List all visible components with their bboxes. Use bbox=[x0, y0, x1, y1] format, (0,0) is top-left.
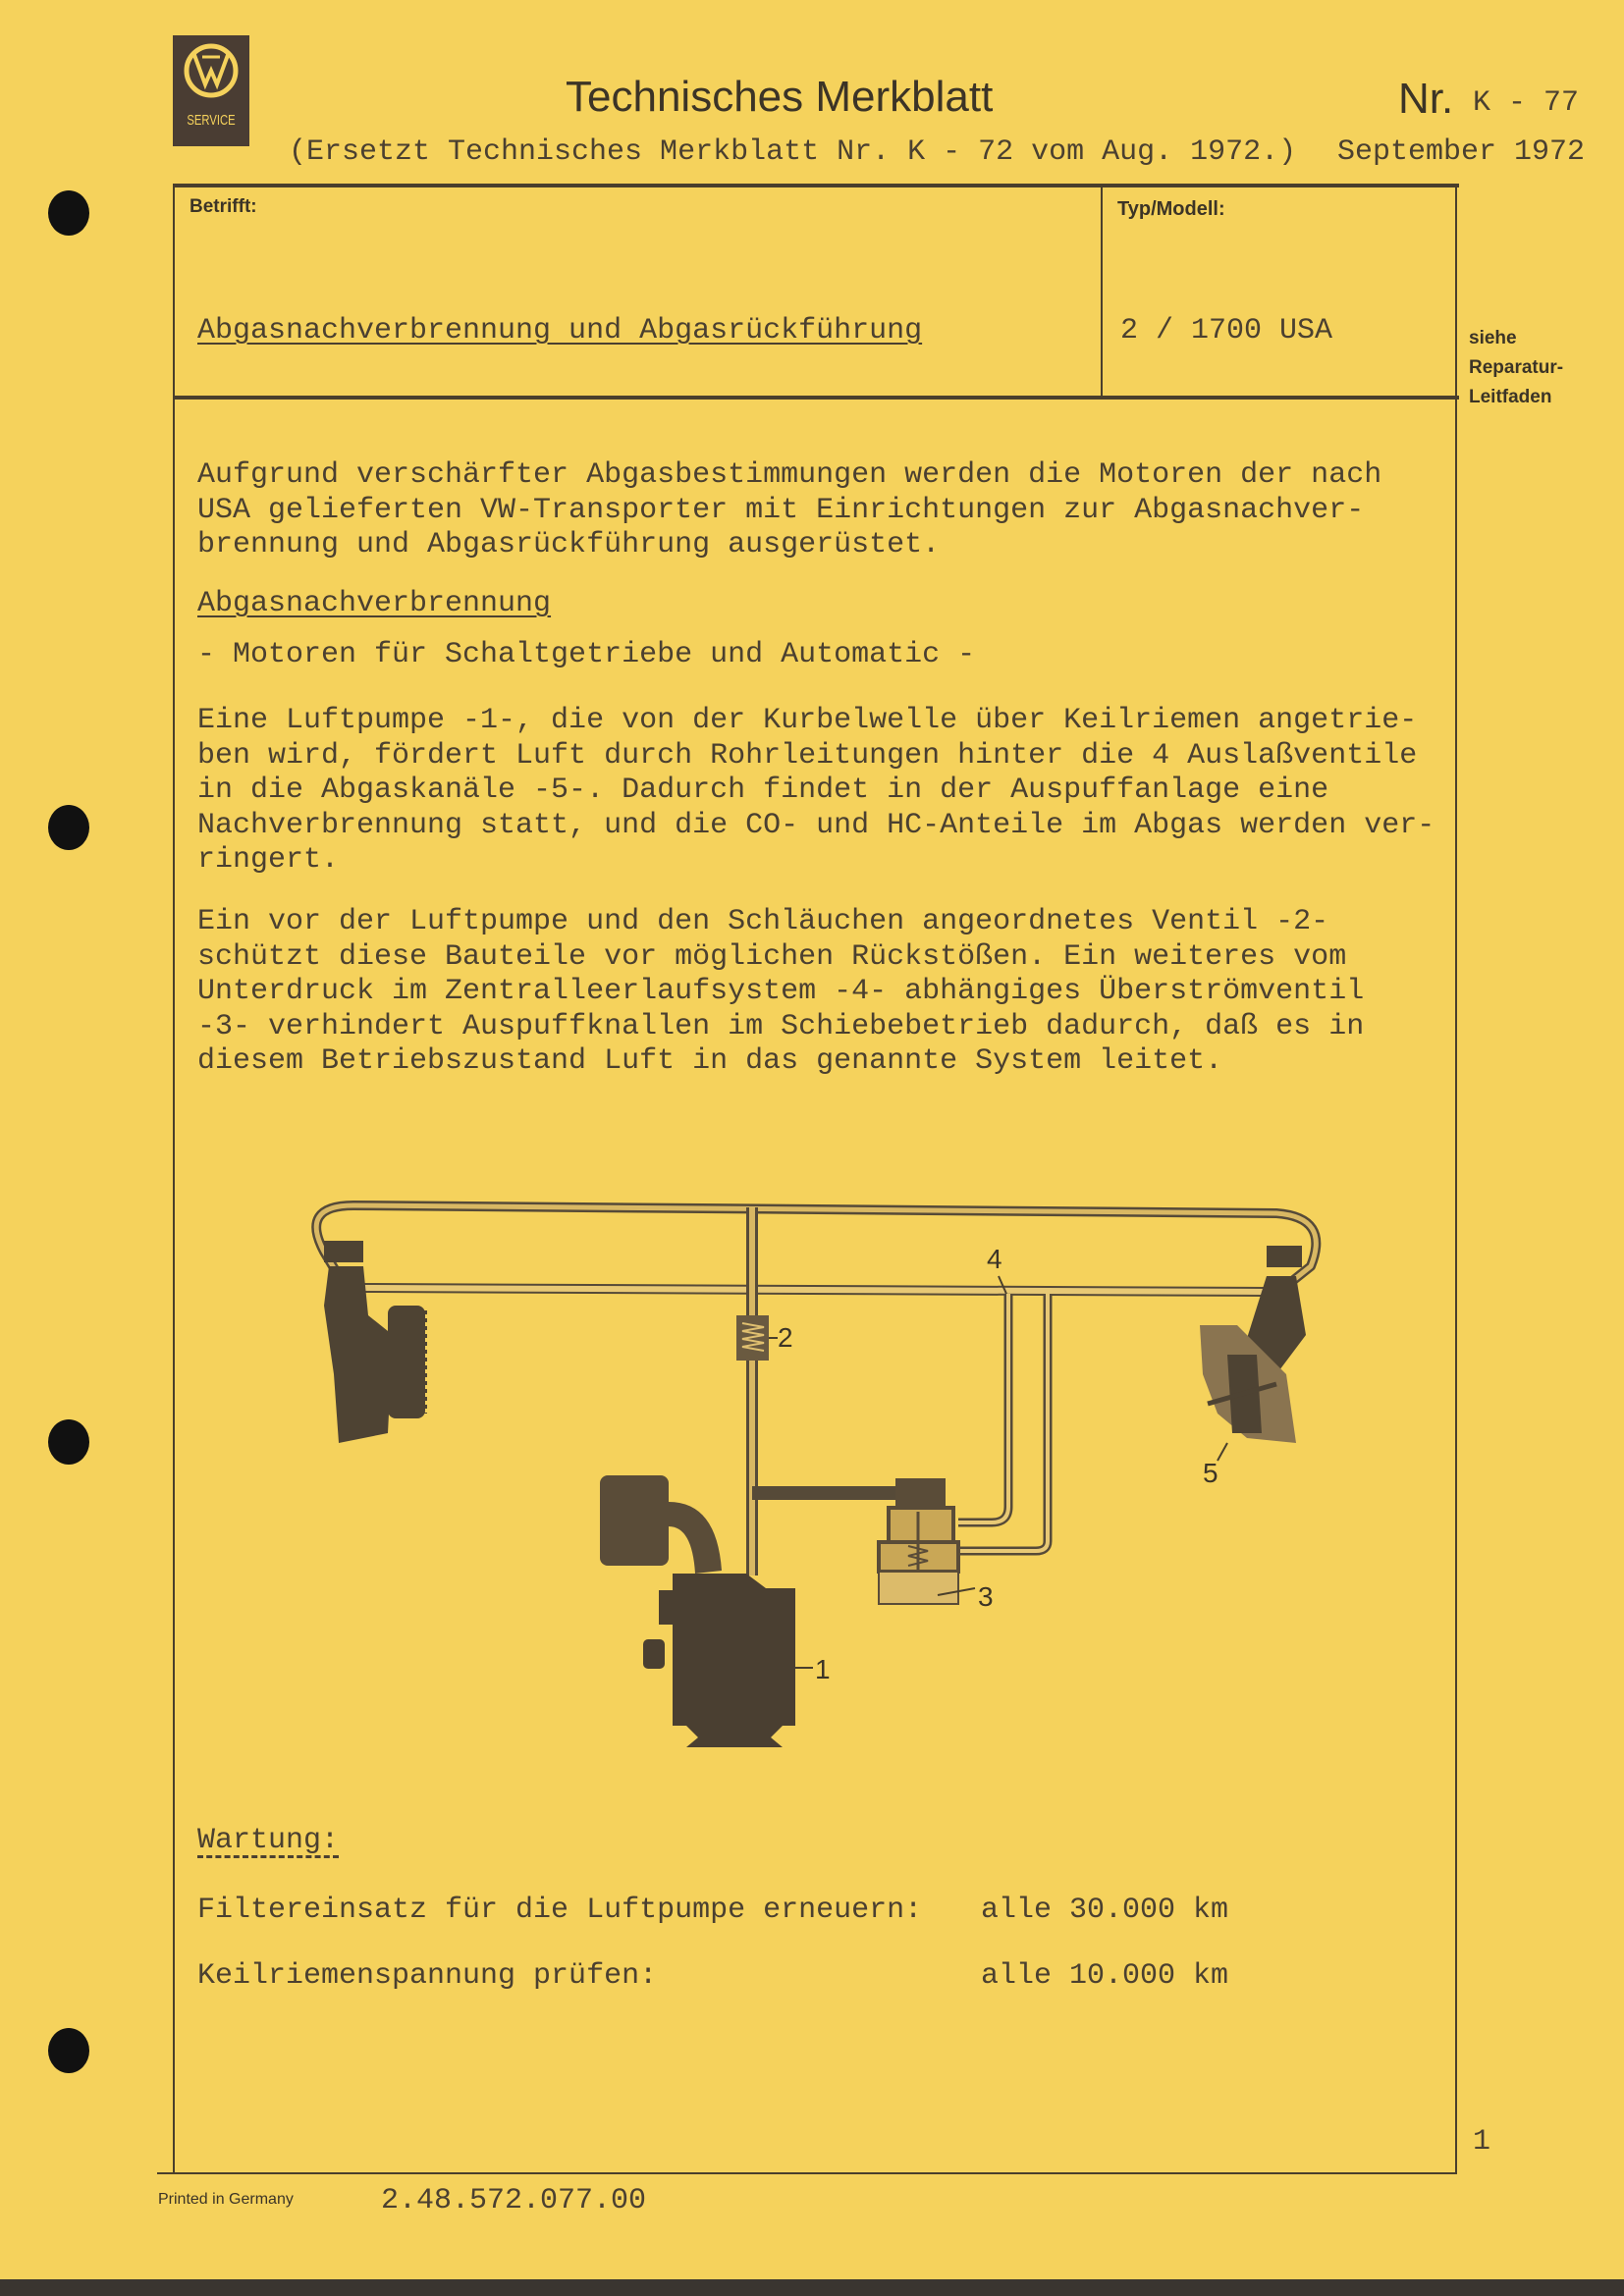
diagram-label-5: 5 bbox=[1203, 1458, 1218, 1488]
vacuum-line-b bbox=[958, 1294, 1048, 1551]
print-code: 2.48.572.077.00 bbox=[381, 2184, 647, 2217]
page-title: Technisches Merkblatt bbox=[566, 73, 994, 121]
subject-label: Betrifft: bbox=[189, 196, 257, 217]
paragraph-valves bbox=[197, 905, 1364, 1080]
section-subheading: - Motoren für Schaltgetriebe und Automatic - bbox=[197, 638, 976, 671]
text-line: in die Abgaskanäle -5-. Dadurch findet in der Auspuffanlage eine bbox=[197, 774, 1329, 807]
maintenance-task: Filtereinsatz für die Luftpumpe erneuern: bbox=[197, 1894, 923, 1927]
left-exhaust-port bbox=[324, 1241, 425, 1443]
box-bottom-rule bbox=[173, 396, 1459, 400]
diagram-label-4: 4 bbox=[987, 1244, 1002, 1274]
model-value: 2 / 1700 USA bbox=[1120, 314, 1333, 347]
text-line: USA gelieferten VW-Transporter mit Einrichtungen zur Abgasnachver- bbox=[197, 493, 1365, 527]
right-exhaust-port bbox=[1200, 1246, 1306, 1443]
scan-edge bbox=[0, 2279, 1624, 2296]
document-number: K - 77 bbox=[1473, 86, 1580, 120]
maintenance-task: Keilriemenspannung prüfen: bbox=[197, 1959, 658, 1993]
nr-label: Nr. bbox=[1398, 75, 1454, 123]
punch-hole bbox=[48, 805, 89, 850]
diagram-label-1: 1 bbox=[815, 1654, 831, 1684]
text-line: Unterdruck im Zentralleerlaufsystem -4- abhängiges Überströmventil bbox=[197, 975, 1365, 1008]
text-line: -3- verhindert Auspuffknallen im Schiebebetrieb dadurch, daß es in bbox=[197, 1009, 1365, 1043]
paragraph-air-pump bbox=[197, 704, 1435, 879]
text-line: Nachverbrennung statt, und die CO- und HC-Anteile im Abgas werden ver- bbox=[197, 808, 1435, 842]
side-note-line: Leitfaden bbox=[1469, 387, 1552, 407]
text-line: Aufgrund verschärfter Abgasbestimmungen werden die Motoren der nach bbox=[197, 458, 1382, 492]
intro-paragraph bbox=[197, 458, 1381, 563]
model-label: Typ/Modell: bbox=[1117, 198, 1225, 220]
box-left-rule bbox=[173, 186, 175, 398]
side-note-line: Reparatur- bbox=[1469, 357, 1564, 378]
vw-service-logo bbox=[173, 35, 249, 146]
top-air-pipe bbox=[316, 1205, 1316, 1286]
text-line: Eine Luftpumpe -1-, die von der Kurbelwelle über Keilriemen angetrie- bbox=[197, 704, 1418, 737]
air-pump-1 bbox=[643, 1574, 795, 1747]
maintenance-interval: alle 10.000 km bbox=[981, 1959, 1229, 1993]
box-top-rule bbox=[173, 184, 1459, 187]
issue-date: September 1972 bbox=[1337, 135, 1586, 169]
box-divider bbox=[1101, 186, 1103, 398]
air-injection-diagram bbox=[0, 1178, 1624, 1767]
text-line: ringert. bbox=[197, 843, 340, 877]
text-line: ben wird, fördert Luft durch Rohrleitungen hinter die 4 Auslaßventile bbox=[197, 738, 1418, 773]
text-line: Ein vor der Luftpumpe und den Schläuchen angeordnetes Ventil -2- bbox=[197, 905, 1329, 938]
logo-text: SERVICE bbox=[187, 112, 236, 129]
punch-hole bbox=[48, 2028, 89, 2073]
air-filter bbox=[600, 1475, 722, 1574]
maintenance-interval: alle 30.000 km bbox=[981, 1894, 1229, 1927]
maintenance-heading: Wartung: bbox=[197, 1824, 340, 1857]
diagram-label-3: 3 bbox=[978, 1581, 994, 1612]
side-note bbox=[1469, 324, 1563, 412]
subject-value: Abgasnachverbrennung und Abgasrückführung bbox=[197, 314, 923, 347]
vacuum-line-4 bbox=[958, 1294, 1008, 1522]
text-line: diesem Betriebszustand Luft in das genannte System leitet. bbox=[197, 1044, 1223, 1078]
side-note-line: siehe bbox=[1469, 328, 1517, 348]
diagram-label-2: 2 bbox=[778, 1322, 793, 1353]
punch-hole bbox=[48, 190, 89, 236]
text-line: brennung und Abgasrückführung ausgerüstet. bbox=[197, 528, 941, 561]
printed-in: Printed in Germany bbox=[158, 2191, 294, 2208]
check-valve-2 bbox=[736, 1315, 769, 1361]
frame-bottom-rule bbox=[157, 2172, 1457, 2174]
replaces-note: (Ersetzt Technisches Merkblatt Nr. K - 72 vom Aug. 1972.) bbox=[289, 135, 1297, 169]
page-number: 1 bbox=[1473, 2125, 1491, 2159]
text-line: schützt diese Bauteile vor möglichen Rückstößen. Ein weiteres vom bbox=[197, 939, 1347, 974]
section-heading: Abgasnachverbrennung bbox=[197, 587, 552, 620]
